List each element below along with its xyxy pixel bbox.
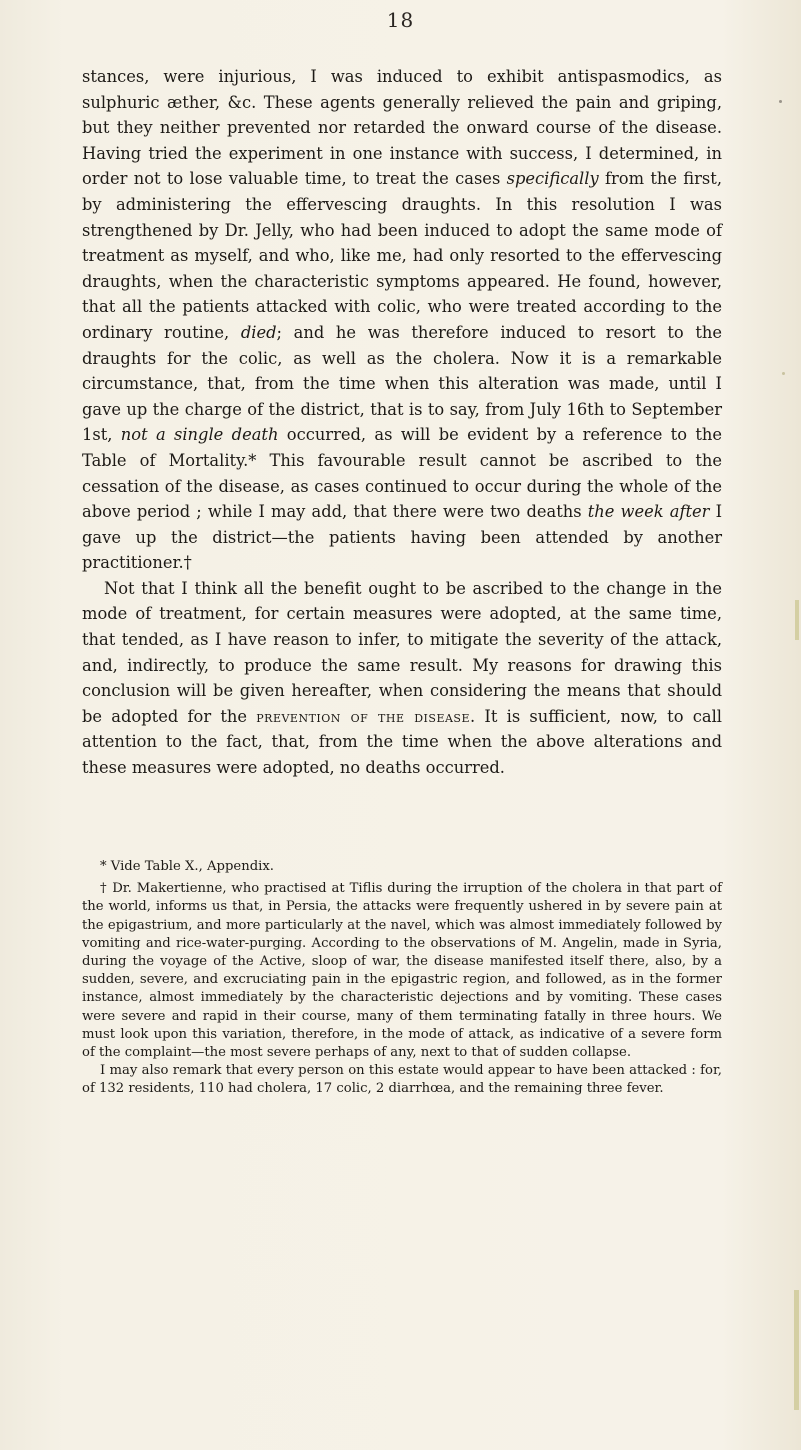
text-run: occurred, as will be evident by a reference to the Table of Mortality.* This favourable result cannot be ascribed to the cessation of the disease, as cases continued to occur during the whole of the above period ; while I may add, that there were two deaths: [82, 425, 723, 522]
text-run: I gave up the district—the patients having been attended by another practitioner.†: [82, 502, 723, 573]
footnote-2-continued: I may also remark that every person on this estate would appear to have been attacked : for, of 132 residents, 110 had cholera, 17 colic, 2 diarrhœa, and the remaining three fever.: [82, 1063, 722, 1097]
small-caps-prevention: prevention of the disease: [256, 706, 470, 726]
footnote-2: † Dr. Makertienne, who practised at Tiflis during the irruption of the cholera in that part of the world, informs us that, in Persia, the attacks were frequently ushered in by severe pain at the epigastrium, and more particularly at the navel, which was almost immediately followed by vomiting and rice-water-purging. According to the observations of M. Angelin, made in Syria, during the voyage of the Active, sloop of war, the disease manifested itself there, also, by a sudden, severe, and excruciating pain in the epigastric region, and followed, as in the former instance, almost immediately by the characteristic dejections and by vomiting. These cases were severe and rapid in their course, many of them terminating fatally in three hours. We must look upon this variation, therefore, in the mode of attack, as indicative of a severe form of the complaint—the most severe perhaps of any, next to that of sudden collapse.: [82, 881, 722, 1061]
text-run: . It is sufficient, now, to call attention to the fact, that, from the time when the above alterations and these measures were adopted, no deaths occurred.: [82, 706, 722, 778]
paper-speck: [782, 372, 785, 375]
emphasis-specifically: specifically: [506, 169, 599, 189]
main-text: [82, 64, 722, 781]
text-run: from the first, by administering the effervescing draughts. In this resolution I was strengthened by Dr. Jelly, who had been induced to adopt the same mode of treatment as myself, and who, like me, had only resorted to the effervescing draughts, when the characteristic symptoms appeared. He found, however, that all the patients attacked with colic, who were treated according to the ordinary routine,: [82, 169, 722, 342]
emphasis-the-week-after: the week after: [587, 502, 710, 522]
text-run: Not that I think all the benefit ought to be ascribed to the change in the mode of treatment, for certain measures were adopted, at the same time, that tended, as I have reason to infer, to mitigate the severity of the attack, and, indirectly, to produce the same result. My reasons for drawing this conclusion will be given hereafter, when considering the means that should be adopted for the: [82, 578, 722, 726]
paper-speck: [779, 100, 782, 103]
footnotes: [82, 858, 722, 1099]
emphasis-not-a-single-death: not a single death: [120, 425, 279, 445]
page-number: 18: [386, 8, 415, 32]
paragraph-1: [82, 64, 722, 576]
footnote-1: * Vide Table X., Appendix.: [100, 859, 274, 874]
text-run: stances, were injurious, I was induced to exhibit antispasmodics, as sulphuric æther, &c. These agents generally relieved the pain and griping, but they neither prevented nor retarded the onward course of the disease. Having tried the experiment in one instance with success, I determined, in order not to lose valuable time, to treat the cases: [82, 67, 722, 189]
page-edge-stain: [795, 600, 799, 640]
page-edge-stain: [794, 1290, 799, 1410]
paragraph-2: [82, 576, 722, 781]
text-run: ; and he was therefore induced to resort to the draughts for the colic, as well as the cholera. Now it is a remarkable circumstance, that, from the time when this alteration was made, until I gave up the charge of the district, that is to say, from July 16th to September 1st,: [82, 322, 722, 445]
emphasis-died: died: [240, 322, 277, 342]
